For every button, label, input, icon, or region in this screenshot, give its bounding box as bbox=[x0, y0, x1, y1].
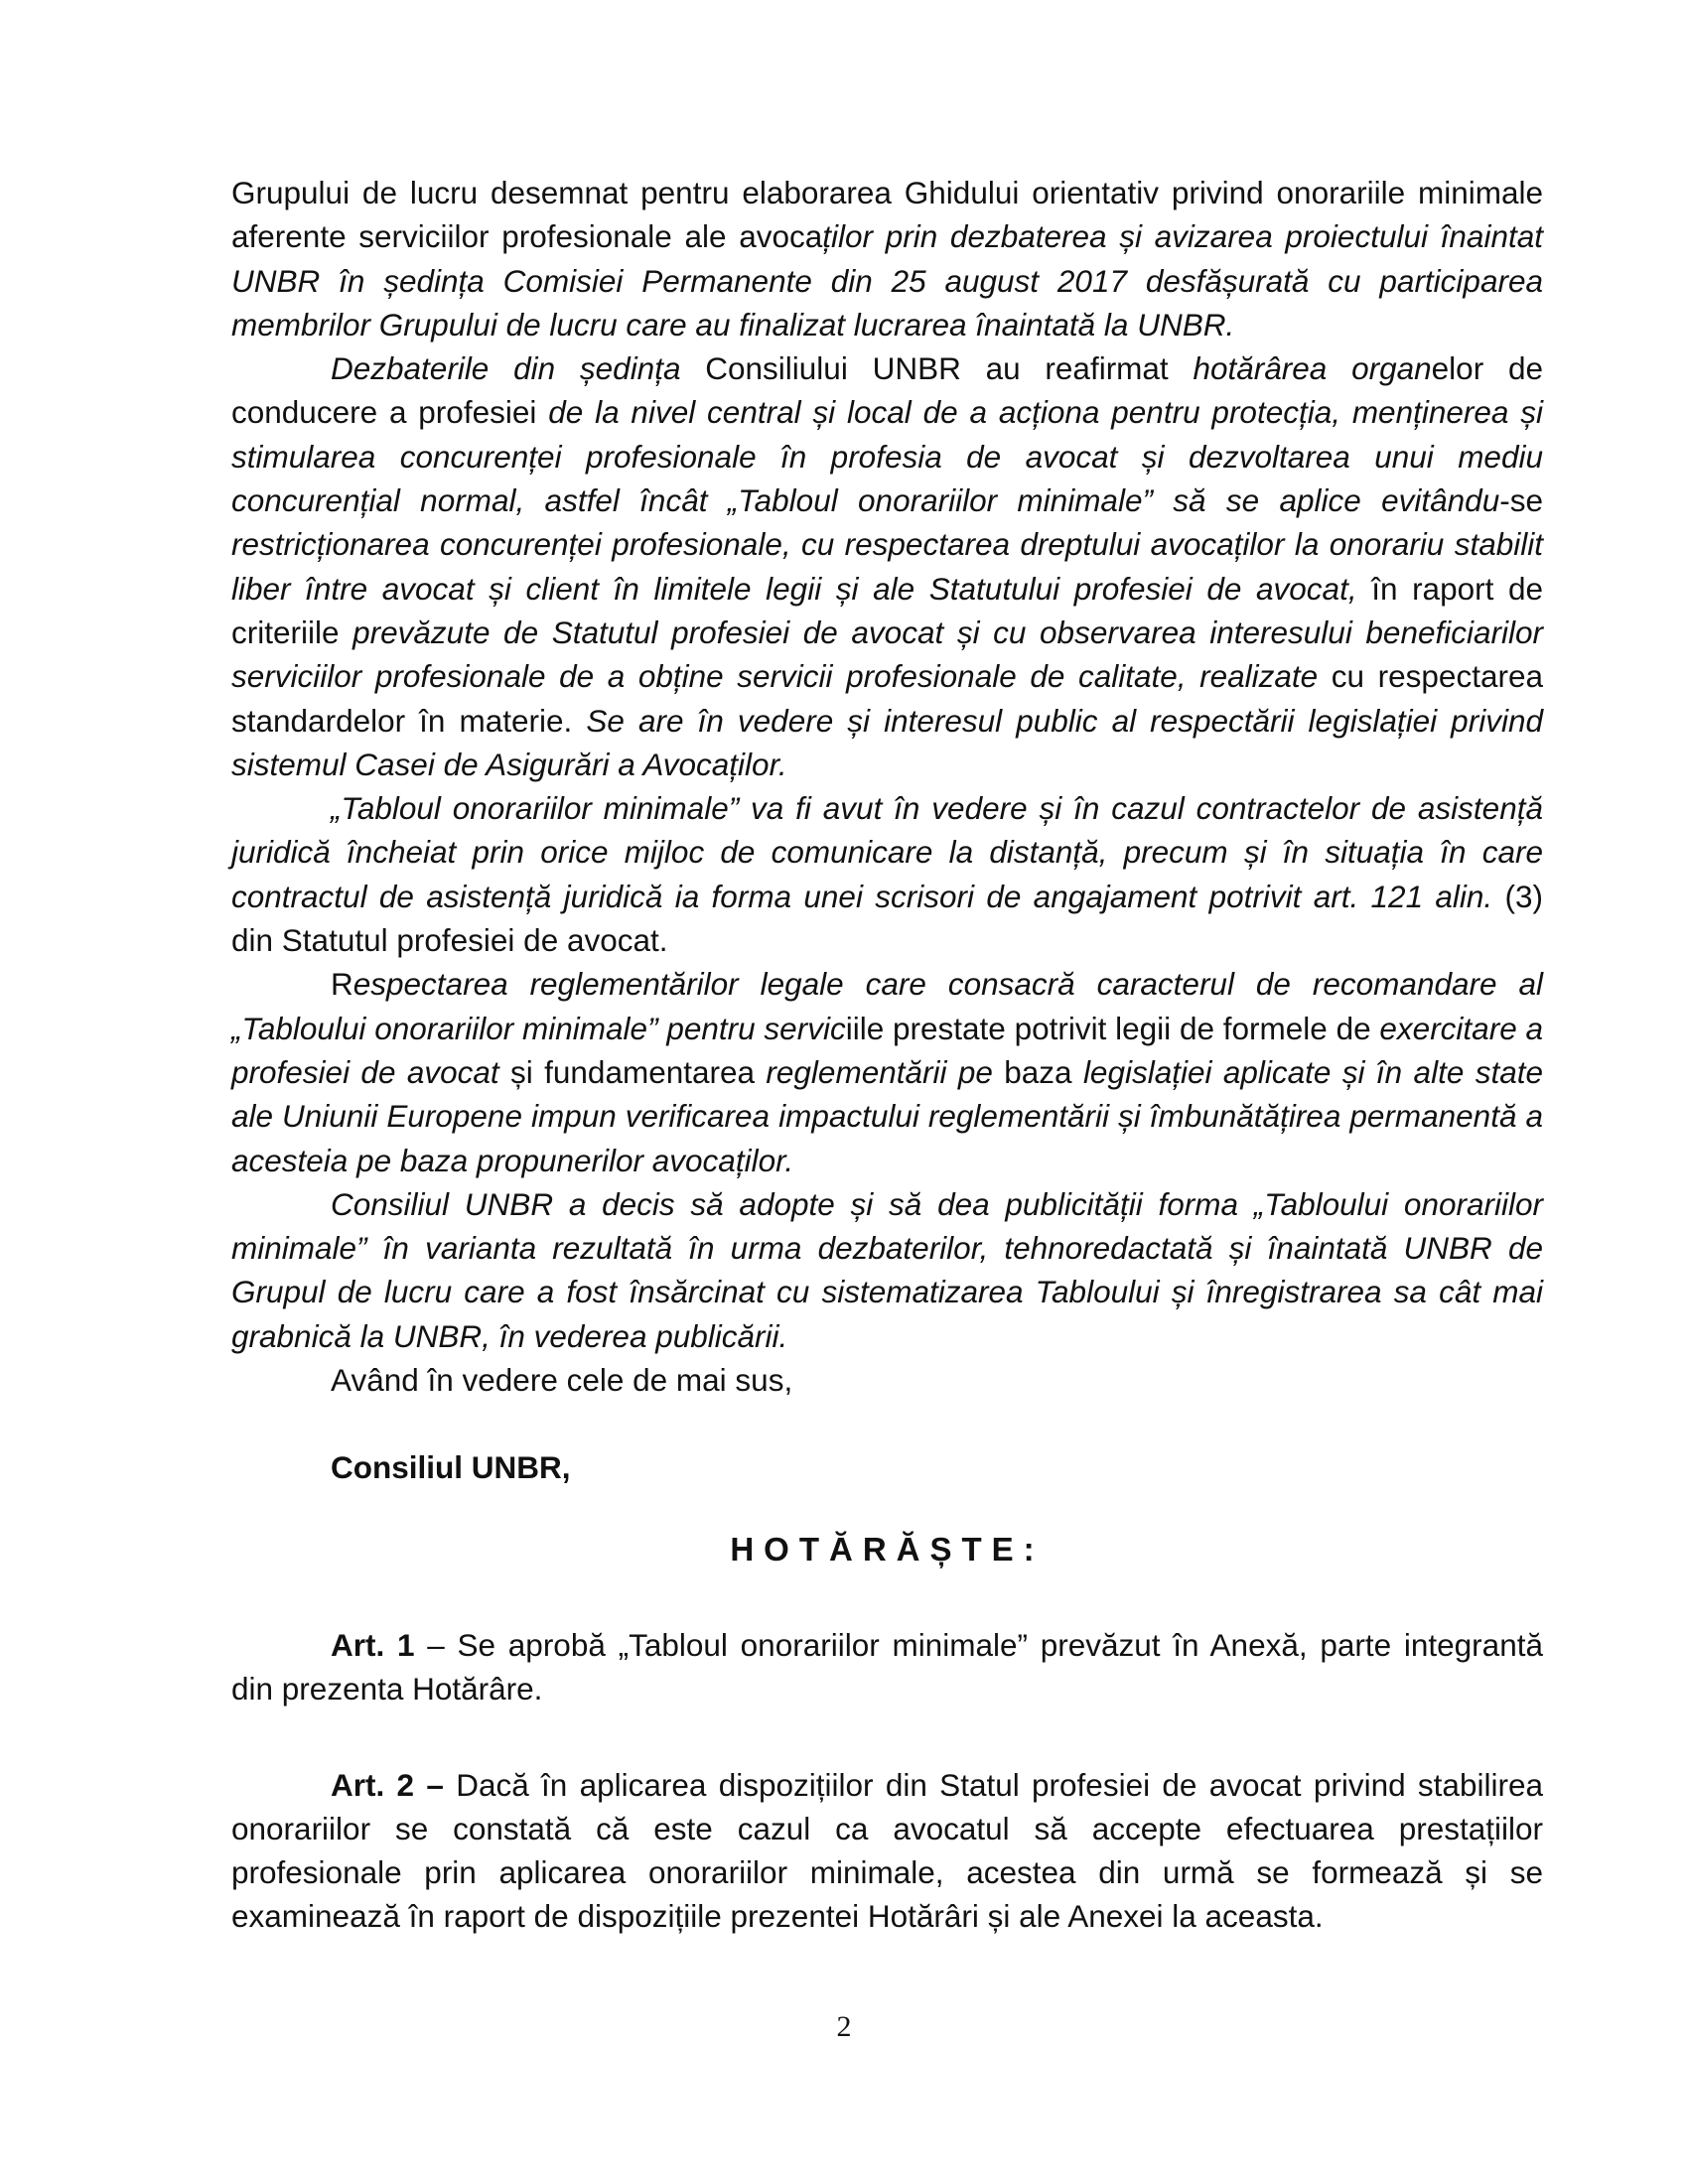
text-run: Se are în vedere și interesul public al respectării legislației privind sistemul Casei de Asigurări a Avocaților. bbox=[231, 702, 1543, 782]
page-number: 2 bbox=[836, 2010, 852, 2043]
text-run: în raport de criteriile bbox=[231, 570, 1543, 650]
paragraph-council-decision bbox=[231, 1182, 1543, 1358]
text-run: baza bbox=[992, 1053, 1083, 1090]
text-run: legislației aplicate și în alte state ale Uniunii Europene impun verificarea impactului reglementării și îmbunătățirea permanentă a acesteia pe baza propunerilor avocaților. bbox=[231, 1053, 1544, 1178]
text-run: prevăzute de Statutul profesiei de avocat și cu observarea interesului beneficiarilor serviciilor profesionale de a obține servicii profesionale de calitate, realizate bbox=[231, 614, 1544, 695]
text-run: restricționarea concurenței profesionale, cu respectarea dreptului avocaților la onorariu stabilit liber între avocat și client în limitele legii și ale Statutului profesiei de avocat, bbox=[231, 526, 1543, 607]
text-run: hotărârea organ bbox=[1193, 350, 1432, 387]
text-run: reglementării pe bbox=[766, 1053, 993, 1090]
paragraph-distance-contracts bbox=[231, 786, 1543, 962]
article-2-label: Art. 2 – bbox=[331, 1766, 444, 1803]
text-run: iile prestate potrivit legii de formele de bbox=[845, 1010, 1380, 1046]
paragraph-council-debates bbox=[231, 346, 1543, 786]
text-run: Având în vedere cele de mai sus, bbox=[331, 1362, 793, 1399]
council-label: Consiliul UNBR, bbox=[331, 1449, 571, 1486]
paragraph-recommendation-character bbox=[231, 962, 1543, 1181]
text-run: Consiliului UNBR au reafirmat bbox=[680, 350, 1194, 387]
article-2-text: Dacă în aplicarea dispozițiilor din Statul profesiei de avocat privind stabilirea onorariilor se constată că este cazul ca avocatul să accepte efectuarea prestațiilor profesionale prin aplicarea onorariilor minimale, acestea din urmă se formează și se examinează în raport de dispozițiile prezentei Hotărâri și ale Anexei la aceasta. bbox=[231, 1766, 1543, 1935]
text-run: de la nivel central și local de a acționa pentru protecția, menținerea și stimularea concurenței profesionale în profesia de avocat și dezvoltarea unui mediu concurențial normal, astfel încât „Tabloul onorariilor minimale” să se aplice evitându bbox=[231, 394, 1543, 519]
text-run: Grupului de lucru desemnat pentru elaborarea Ghidului orientativ privind onorariile minimale aferente serviciilor profesionale ale avoca bbox=[231, 175, 1543, 255]
council-signature-line bbox=[231, 1445, 1543, 1489]
text-run: -se bbox=[1499, 482, 1543, 519]
text-run: elor de conducere a profesiei bbox=[231, 350, 1543, 431]
text-run: R bbox=[331, 966, 353, 1003]
decision-heading: HOTĂRĂȘTE: bbox=[730, 1530, 1045, 1568]
text-run: ților prin dezbaterea și avizarea proiectului înaintat UNBR în ședința Comisiei Permanente din 25 august 2017 desfășurată cu participarea membrilor Grupului de lucru care au finalizat lucrarea înaintată la UNBR. bbox=[231, 218, 1543, 342]
text-run: espectarea reglementărilor legale care consacră caracterul de recomandare al „Tabloului onorariilor minimale” pentru servic bbox=[231, 966, 1543, 1046]
text-run: „Tabloul onorariilor minimale” va fi avut în vedere și în cazul contractelor de asistență juridică încheiat prin orice mijloc de comunicare la distanță, precum și în situația în care contractul de asistență juridică ia forma unei scrisori de angajament potrivit art. 121 alin. bbox=[231, 790, 1543, 914]
text-run: (3) din Statutul profesiei de avocat. bbox=[231, 878, 1543, 959]
article-1-text: – Se aprobă „Tabloul onorariilor minimale” prevăzut în Anexă, parte integrantă din prezenta Hotărâre. bbox=[231, 1626, 1543, 1707]
text-run: Dezbaterile din ședința bbox=[331, 350, 681, 387]
text-run: cu respectarea standardelor în materie. bbox=[231, 658, 1543, 739]
paragraph-considering bbox=[231, 1358, 1543, 1402]
text-run: Consiliul UNBR a decis să adopte și să dea publicității forma „Tabloului onorariilor minimale” în varianta rezultată în urma dezbaterilor, tehnoredactată și înaintată UNBR de Grupul de lucru care a fost însărcinat cu sistematizarea Tabloului și înregistrarea sa cât mai grabnică la UNBR, în vederea publicării. bbox=[231, 1185, 1543, 1354]
text-run: exercitare a profesiei de avocat bbox=[231, 1010, 1544, 1090]
text-run: și fundamentarea bbox=[498, 1053, 767, 1090]
article-1 bbox=[231, 1623, 1543, 1711]
document-body bbox=[231, 171, 1543, 1939]
article-1-label: Art. 1 bbox=[331, 1626, 415, 1663]
paragraph-working-group bbox=[231, 171, 1543, 346]
article-2 bbox=[231, 1763, 1543, 1939]
